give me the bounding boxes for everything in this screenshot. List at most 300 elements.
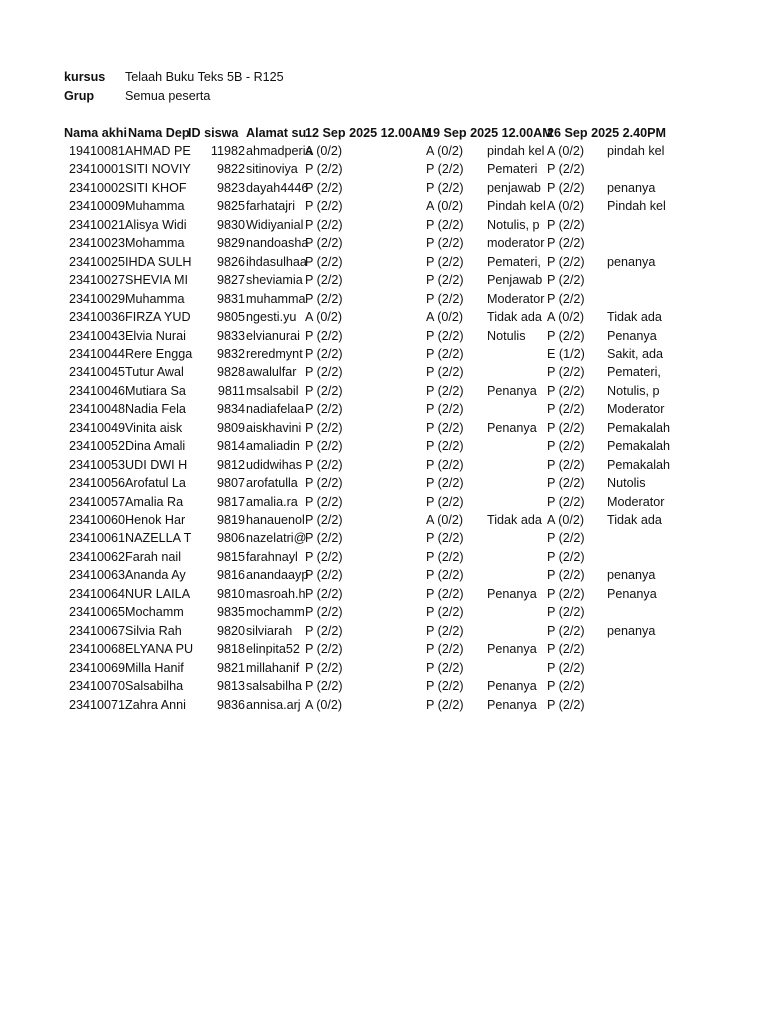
cell-remark-date-3 [607,677,667,695]
cell-student-id: 9836 [216,697,245,712]
cell-name: FIRZA YUD [125,310,191,325]
cell-student-id: 9829 [216,236,245,251]
table-row [0,419,768,437]
cell-email: farhatajri [246,199,295,214]
cell-status-date-1: P (2/2) [305,346,343,361]
cell-remark-date-2: Penanya [487,420,537,435]
cell-status-date-3: P (2/2) [547,549,585,564]
cell-remark-date-3 [607,290,667,308]
cell-status-date-2: P (2/2) [426,217,464,232]
cell-nim: 23410065 [68,605,125,620]
table-row [0,511,768,529]
cell-remark-date-3 [607,640,667,658]
cell-status-date-2: P (2/2) [426,642,464,657]
cell-name: Arofatul La [125,476,186,491]
cell-status-date-3: P (2/2) [547,531,585,546]
table-header [0,124,768,142]
cell-student-id: 9818 [216,642,245,657]
cell-email: msalsabil [246,383,299,398]
cell-nim: 23410002 [68,180,125,195]
cell-status-date-2: P (2/2) [426,383,464,398]
cell-email: masroah.h [246,586,306,601]
table-row [0,290,768,308]
cell-email: elinpita52 [246,642,300,657]
table-row [0,529,768,547]
cell-email: nazelatri@ [246,531,307,546]
cell-status-date-2: P (2/2) [426,494,464,509]
cell-remark-date-2: Moderator [487,291,545,306]
table-row [0,345,768,363]
cell-nim: 23410023 [68,236,125,251]
header-date-2: 19 Sep 2025 12.00AM [426,126,553,140]
cell-remark-date-3: Moderator [607,494,665,509]
cell-student-id: 9825 [216,199,245,214]
cell-remark-date-3: Pemakalah [607,457,671,472]
cell-status-date-3: P (2/2) [547,291,585,306]
table-row [0,474,768,492]
group-row [0,87,768,105]
cell-status-date-3: A (0/2) [547,144,585,158]
cell-status-date-2: A (0/2) [426,513,464,527]
cell-student-id: 9810 [216,586,245,601]
cell-remark-date-3: penanya [607,254,656,269]
cell-remark-date-3: Pindah kel [607,199,666,214]
cell-status-date-3: A (0/2) [547,310,585,325]
cell-email: silviarah [246,623,293,638]
cell-student-id: 9831 [216,291,245,306]
cell-status-date-1: P (2/2) [305,328,343,343]
cell-status-date-1: P (2/2) [305,642,343,657]
cell-status-date-1: P (2/2) [305,568,343,583]
table-row [0,216,768,234]
cell-nim: 19410081 [68,144,125,158]
cell-remark-date-2: penjawab [487,180,541,195]
cell-status-date-2: P (2/2) [426,660,464,675]
cell-nim: 23410067 [68,623,125,638]
cell-status-date-3: P (2/2) [547,568,585,583]
cell-status-date-2: P (2/2) [426,568,464,583]
cell-remark-date-2: Penanya [487,642,537,657]
cell-nim: 23410001 [68,162,125,177]
cell-remark-date-2: Penanya [487,383,537,398]
cell-status-date-1: P (2/2) [305,586,343,601]
cell-status-date-2: P (2/2) [426,162,464,177]
cell-name: Silvia Rah [125,623,182,638]
cell-status-date-1: P (2/2) [305,365,343,380]
cell-status-date-1: A (0/2) [305,144,343,158]
cell-status-date-2: A (0/2) [426,199,464,214]
cell-student-id: 11982 [210,144,245,158]
cell-name: Mochamm [125,605,184,620]
cell-remark-date-2 [487,622,547,640]
cell-status-date-2: P (2/2) [426,402,464,417]
cell-nim: 23410057 [68,494,125,509]
cell-remark-date-2: Penanya [487,679,537,694]
cell-student-id: 9813 [216,679,245,694]
cell-nim: 23410048 [68,402,125,417]
cell-remark-date-3 [607,603,667,621]
cell-name: IHDA SULH [125,254,192,269]
cell-email: arofatulla [246,476,298,491]
cell-status-date-1: P (2/2) [305,660,343,675]
cell-email: annisa.arj [246,697,301,712]
cell-remark-date-3: Pemateri, [607,365,661,380]
cell-email: aiskhavini [246,420,302,435]
cell-email: awalulfar [246,365,297,380]
cell-status-date-1: P (2/2) [305,605,343,620]
cell-name: Henok Har [125,513,186,527]
table-row [0,271,768,289]
cell-student-id: 9815 [216,549,245,564]
cell-email: udidwihas [246,457,303,472]
cell-nim: 23410025 [68,254,125,269]
table-row [0,160,768,178]
cell-nim: 23410036 [68,310,125,325]
cell-status-date-3: P (2/2) [547,420,585,435]
cell-nim: 23410021 [68,217,125,232]
cell-name: Ananda Ay [125,568,186,583]
cell-status-date-3: P (2/2) [547,383,585,398]
cell-remark-date-3: Sakit, ada [607,346,664,361]
cell-student-id: 9816 [216,568,245,583]
cell-name: AHMAD PE [125,144,191,158]
cell-status-date-2: P (2/2) [426,291,464,306]
cell-remark-date-2 [487,400,547,418]
cell-status-date-2: P (2/2) [426,365,464,380]
cell-remark-date-3: penanya [607,180,656,195]
header-email: Alamat su [246,126,307,140]
cell-status-date-2: P (2/2) [426,180,464,195]
cell-remark-date-2 [487,493,547,511]
cell-nim: 23410009 [68,199,125,214]
cell-email: dayah4446 [246,180,309,195]
cell-email: amalia.ra [246,494,298,509]
cell-student-id: 9834 [216,402,245,417]
cell-status-date-2: P (2/2) [426,420,464,435]
cell-status-date-3: P (2/2) [547,476,585,491]
cell-name: Alisya Widi [125,217,187,232]
cell-status-date-1: P (2/2) [305,254,343,269]
table-row [0,659,768,677]
cell-remark-date-2: Penanya [487,697,537,712]
cell-nim: 23410029 [68,291,125,306]
cell-name: Nadia Fela [125,402,186,417]
cell-status-date-1: P (2/2) [305,476,343,491]
cell-remark-date-3: penanya [607,623,656,638]
cell-status-date-3: P (2/2) [547,457,585,472]
cell-status-date-1: P (2/2) [305,199,343,214]
cell-email: sheviamia [246,273,303,288]
cell-name: Vinita aisk [125,420,183,435]
cell-name: Milla Hanif [125,660,184,675]
cell-nim: 23410049 [68,420,125,435]
cell-remark-date-2: moderator [487,236,545,251]
cell-student-id: 9806 [216,531,245,546]
cell-remark-date-3: Pemakalah [607,439,671,454]
cell-name: NAZELLA T [125,531,192,546]
cell-status-date-2: P (2/2) [426,605,464,620]
cell-remark-date-3 [607,548,667,566]
cell-remark-date-3: pindah kel [607,144,665,158]
cell-remark-date-2 [487,474,547,492]
cell-name: ELYANA PU [125,642,194,657]
header-date-1: 12 Sep 2025 12.00AM [305,126,432,140]
cell-name: Farah nail [125,549,182,564]
cell-name: Salsabilha [125,679,184,694]
cell-status-date-3: P (2/2) [547,162,585,177]
table-row [0,677,768,695]
cell-name: Rere Engga [125,346,193,361]
table-row [0,142,768,160]
cell-status-date-3: P (2/2) [547,642,585,657]
cell-email: nadiafelaa [246,402,305,417]
table-row [0,585,768,603]
cell-student-id: 9805 [216,310,245,325]
cell-remark-date-2 [487,603,547,621]
cell-remark-date-2 [487,456,547,474]
cell-status-date-3: P (2/2) [547,623,585,638]
cell-name: Dina Amali [125,439,186,454]
cell-remark-date-2 [487,659,547,677]
cell-status-date-1: A (0/2) [305,310,343,325]
cell-remark-date-3: Nutolis [607,476,646,491]
cell-remark-date-2 [487,529,547,547]
cell-student-id: 9807 [216,476,245,491]
cell-name: UDI DWI H [125,457,188,472]
cell-status-date-2: P (2/2) [426,476,464,491]
cell-status-date-2: P (2/2) [426,346,464,361]
cell-email: ngesti.yu [246,310,297,325]
table-row [0,696,768,714]
cell-name: SHEVIA MI [125,273,188,288]
cell-status-date-3: P (2/2) [547,328,585,343]
cell-email: nandoasha [246,236,309,251]
cell-remark-date-2: Pemateri [487,162,538,177]
cell-status-date-3: P (2/2) [547,439,585,454]
cell-status-date-2: P (2/2) [426,586,464,601]
cell-remark-date-2: Pindah kel [487,199,546,214]
cell-status-date-3: P (2/2) [547,236,585,251]
cell-status-date-3: P (2/2) [547,254,585,269]
cell-remark-date-3 [607,271,667,289]
cell-status-date-3: A (0/2) [547,513,585,527]
cell-student-id: 9835 [216,605,245,620]
course-row [0,68,768,86]
cell-nim: 23410044 [68,346,125,361]
cell-status-date-1: P (2/2) [305,217,343,232]
cell-status-date-3: P (2/2) [547,660,585,675]
cell-nim: 23410027 [68,273,125,288]
cell-student-id: 9814 [216,439,245,454]
cell-name: Tutur Awal [125,365,184,380]
cell-status-date-2: A (0/2) [426,310,464,325]
cell-status-date-1: P (2/2) [305,162,343,177]
cell-email: Widiyanial [246,217,304,232]
cell-remark-date-2: Pemateri, [487,254,541,269]
cell-status-date-2: A (0/2) [426,144,464,158]
header-first-name: Nama Dep [128,126,190,140]
cell-status-date-3: P (2/2) [547,679,585,694]
cell-status-date-3: E (1/2) [547,346,585,361]
cell-remark-date-2 [487,437,547,455]
cell-status-date-1: P (2/2) [305,180,343,195]
cell-email: elvianurai [246,328,300,343]
table-row [0,179,768,197]
cell-nim: 23410053 [68,457,125,472]
cell-student-id: 9832 [216,346,245,361]
cell-nim: 23410046 [68,383,125,398]
cell-remark-date-2: pindah kel [487,144,545,158]
course-label: kursus [64,70,106,84]
header-last-name: Nama akhi [64,126,127,140]
cell-remark-date-2: Penjawab [487,273,543,288]
cell-email: millahanif [246,660,300,675]
cell-remark-date-3 [607,529,667,547]
cell-status-date-1: P (2/2) [305,494,343,509]
cell-status-date-1: P (2/2) [305,457,343,472]
cell-student-id: 9822 [216,162,245,177]
group-label: Grup [64,89,95,103]
table-row [0,437,768,455]
cell-remark-date-3 [607,659,667,677]
course-value: Telaah Buku Teks 5B - R125 [125,70,284,84]
cell-remark-date-3 [607,160,667,178]
cell-status-date-1: P (2/2) [305,679,343,694]
cell-remark-date-3: Penanya [607,328,657,343]
cell-status-date-2: P (2/2) [426,549,464,564]
cell-status-date-3: P (2/2) [547,273,585,288]
cell-student-id: 9821 [216,660,245,675]
cell-remark-date-2: Notulis, p [487,217,540,232]
cell-remark-date-3: Tidak ada [607,513,662,527]
table-row [0,622,768,640]
cell-status-date-2: P (2/2) [426,439,464,454]
cell-student-id: 9811 [217,383,245,398]
cell-student-id: 9833 [216,328,245,343]
cell-email: hanauenol [246,513,305,527]
cell-name: Amalia Ra [125,494,184,509]
cell-email: mochamm [246,605,305,620]
cell-name: SITI KHOF [125,180,187,195]
cell-status-date-1: P (2/2) [305,420,343,435]
cell-nim: 23410056 [68,476,125,491]
cell-remark-date-3 [607,234,667,252]
table-row [0,308,768,326]
cell-nim: 23410062 [68,549,125,564]
cell-remark-date-3 [607,696,667,714]
cell-remark-date-3: Pemakalah [607,420,671,435]
cell-remark-date-3 [607,216,667,234]
cell-remark-date-2 [487,345,547,363]
cell-student-id: 9812 [216,457,245,472]
cell-status-date-1: P (2/2) [305,291,343,306]
cell-email: farahnayl [246,549,298,564]
cell-status-date-2: P (2/2) [426,531,464,546]
cell-email: anandaayp [246,568,309,583]
cell-nim: 23410068 [68,642,125,657]
cell-status-date-2: P (2/2) [426,254,464,269]
cell-student-id: 9827 [216,273,245,288]
cell-status-date-3: A (0/2) [547,199,585,214]
cell-student-id: 9809 [216,420,245,435]
cell-email: reredmynt [246,346,303,361]
cell-status-date-1: A (0/2) [305,697,343,712]
table-row [0,382,768,400]
cell-nim: 23410061 [68,531,125,546]
table-row [0,197,768,215]
cell-status-date-1: P (2/2) [305,383,343,398]
cell-status-date-2: P (2/2) [426,328,464,343]
cell-status-date-2: P (2/2) [426,623,464,638]
cell-remark-date-2 [487,363,547,381]
table-row [0,640,768,658]
cell-remark-date-2 [487,566,547,584]
cell-status-date-2: P (2/2) [426,679,464,694]
cell-status-date-2: P (2/2) [426,236,464,251]
cell-nim: 23410071 [68,697,125,712]
table-row [0,566,768,584]
cell-student-id: 9830 [216,217,245,232]
cell-nim: 23410064 [68,586,125,601]
cell-remark-date-2: Tidak ada [487,310,542,325]
cell-student-id: 9817 [216,494,245,509]
cell-status-date-1: P (2/2) [305,402,343,417]
cell-name: Elvia Nurai [125,328,186,343]
cell-remark-date-3: Penanya [607,586,657,601]
cell-status-date-3: P (2/2) [547,586,585,601]
cell-email: salsabilha [246,679,303,694]
cell-status-date-1: P (2/2) [305,623,343,638]
cell-status-date-2: P (2/2) [426,697,464,712]
table-row [0,253,768,271]
cell-email: muhamma [246,291,306,306]
cell-student-id: 9819 [216,513,245,527]
cell-remark-date-3: Moderator [607,402,665,417]
cell-status-date-1: P (2/2) [305,513,343,527]
cell-nim: 23410069 [68,660,125,675]
header-student-id: ID siswa [188,126,239,140]
cell-status-date-2: P (2/2) [426,273,464,288]
table-row [0,327,768,345]
header-date-3: 26 Sep 2025 2.40PM [547,126,667,140]
cell-status-date-1: P (2/2) [305,273,343,288]
cell-status-date-3: P (2/2) [547,365,585,380]
cell-status-date-3: P (2/2) [547,402,585,417]
table-row [0,548,768,566]
cell-status-date-2: P (2/2) [426,457,464,472]
cell-nim: 23410052 [68,439,125,454]
table-row [0,456,768,474]
cell-remark-date-2 [487,548,547,566]
table-row [0,603,768,621]
cell-remark-date-3: Tidak ada [607,310,662,325]
cell-student-id: 9820 [216,623,245,638]
cell-remark-date-3: penanya [607,568,656,583]
cell-nim: 23410060 [68,513,125,527]
cell-name: Muhamma [125,199,185,214]
cell-nim: 23410043 [68,328,125,343]
cell-remark-date-3: Notulis, p [607,383,660,398]
table-row [0,493,768,511]
cell-nim: 23410045 [68,365,125,380]
cell-remark-date-2: Tidak ada [487,513,542,527]
cell-status-date-1: P (2/2) [305,549,343,564]
cell-name: NUR LAILA [125,586,191,601]
cell-nim: 23410070 [68,679,125,694]
cell-name: Mohamma [125,236,185,251]
cell-name: Muhamma [125,291,185,306]
cell-status-date-3: P (2/2) [547,217,585,232]
